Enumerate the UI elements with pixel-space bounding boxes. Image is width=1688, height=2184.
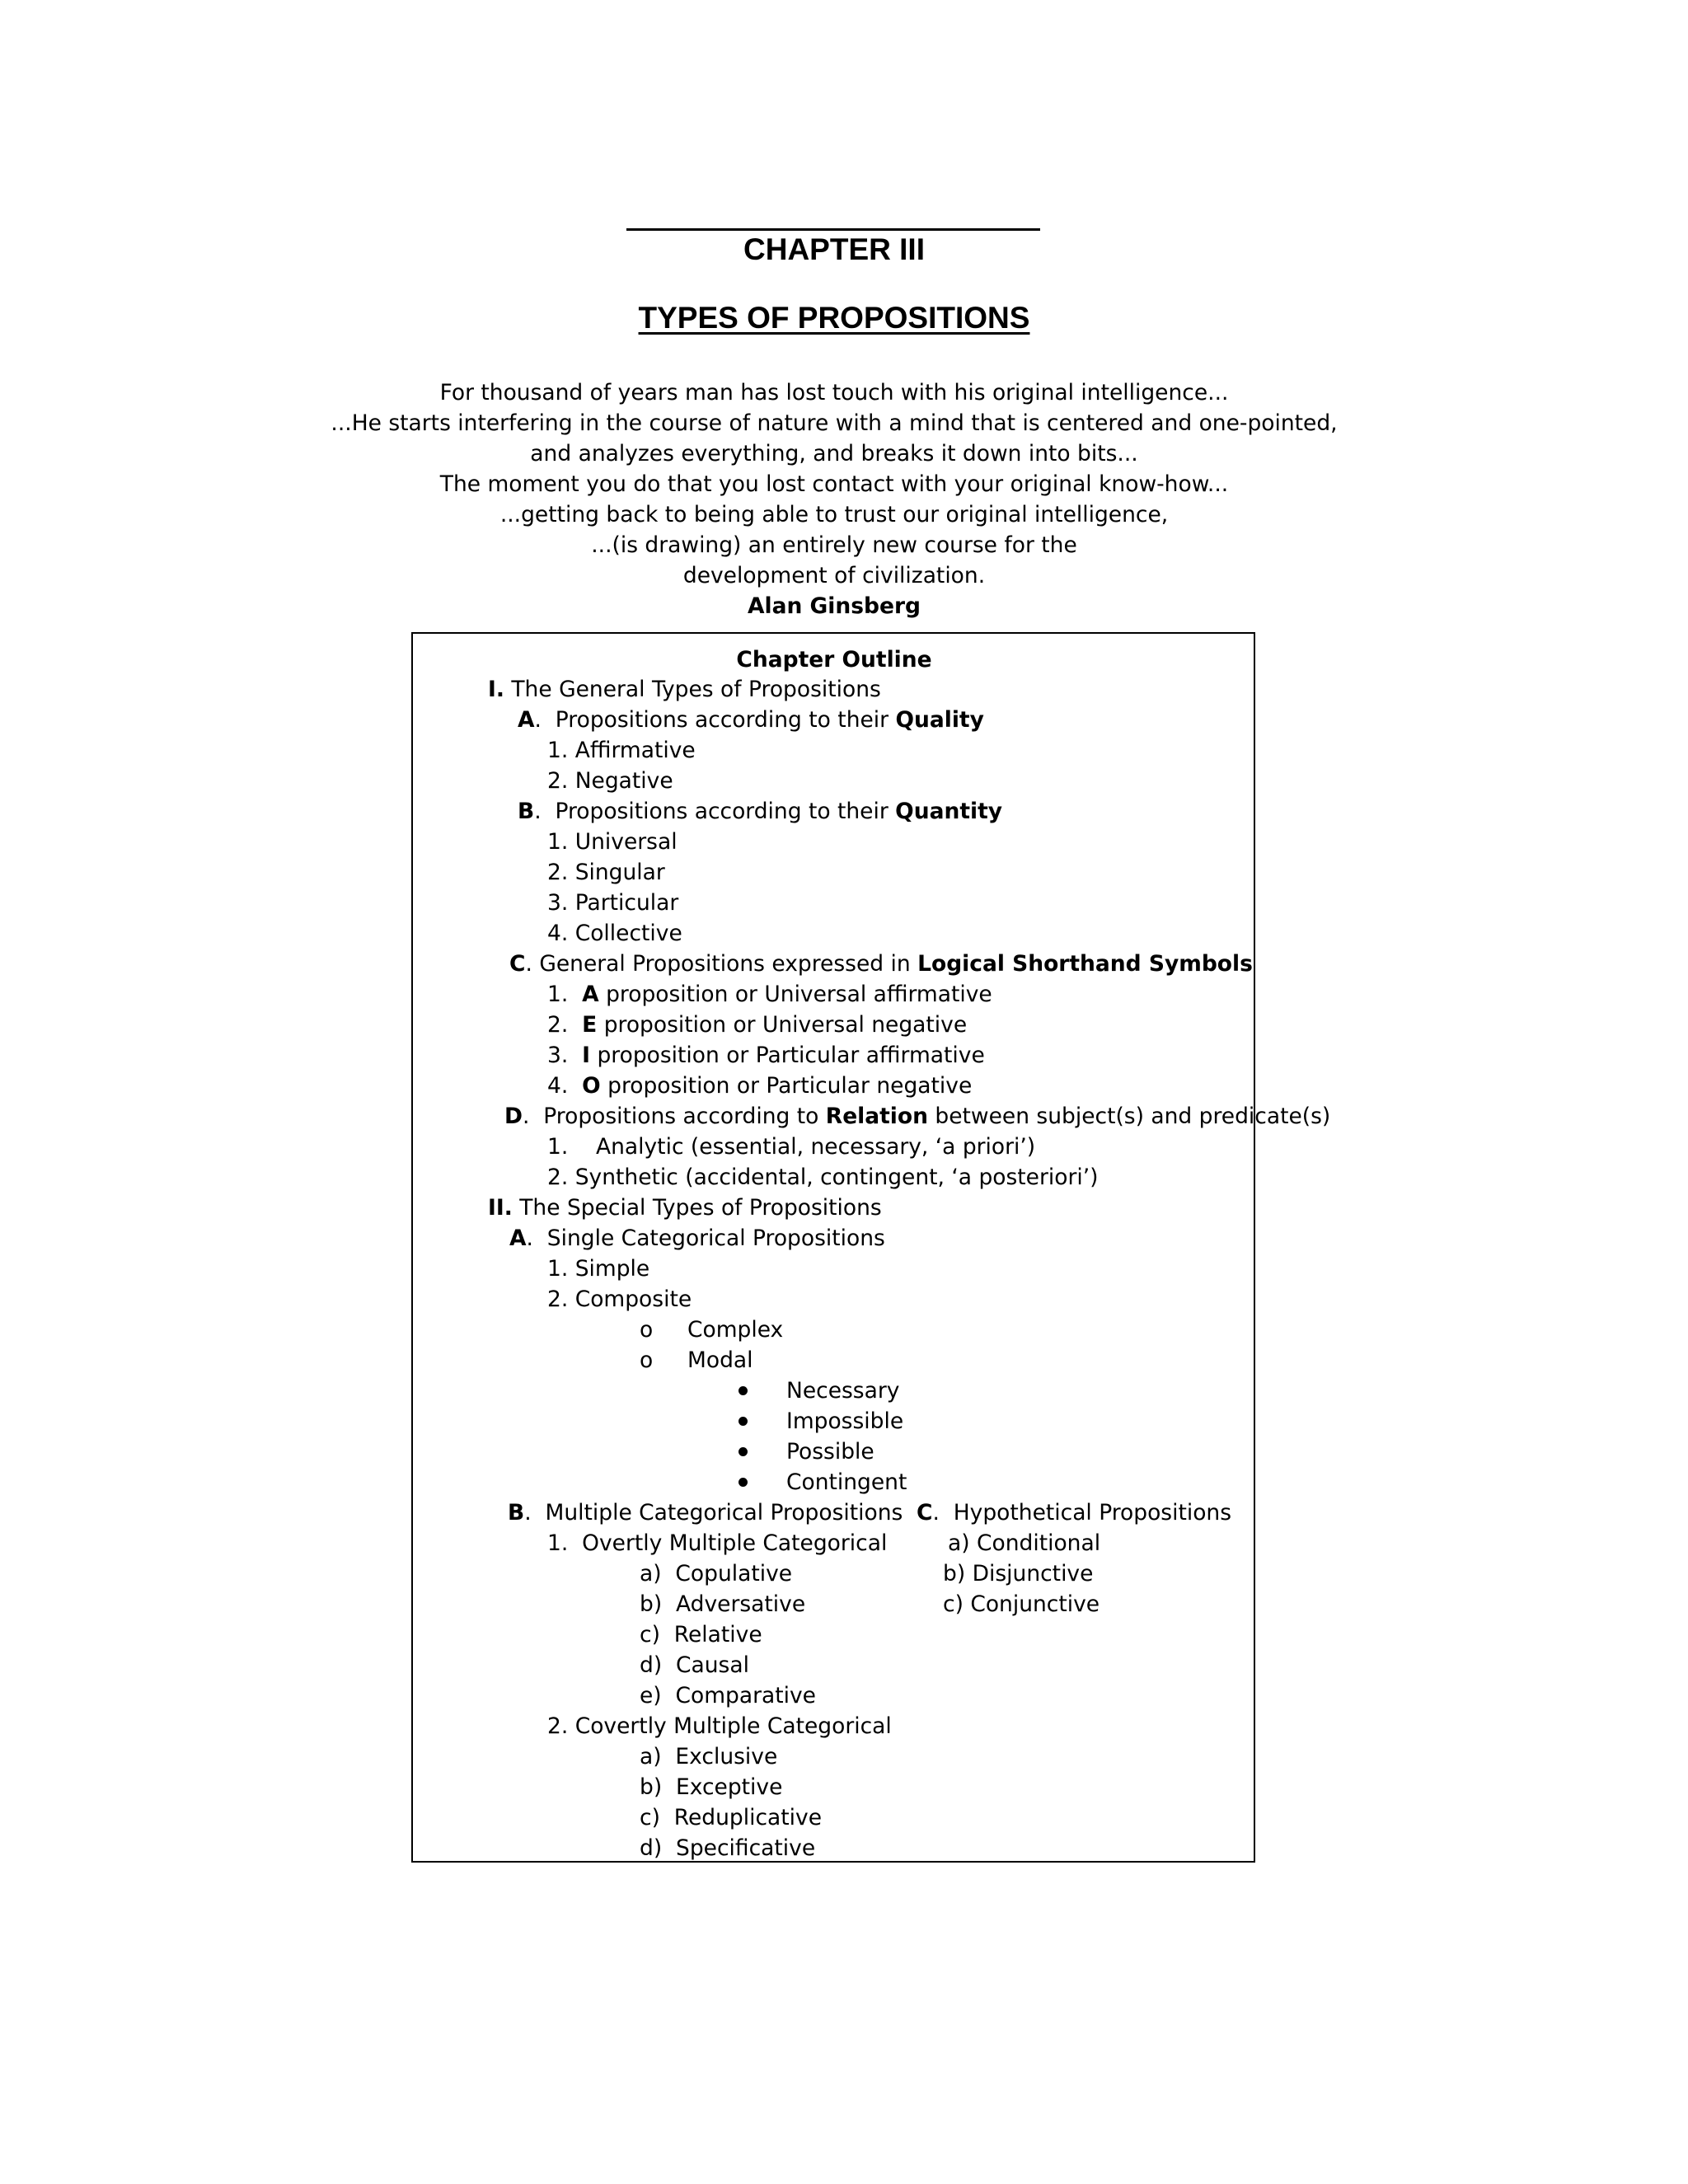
outline-title: Chapter Outline xyxy=(736,647,932,673)
chapter-number: CHAPTER III xyxy=(743,232,925,266)
item-text: proposition or Universal negative xyxy=(603,1012,968,1038)
section-label: Hypothetical Propositions xyxy=(953,1500,1232,1526)
circle-bullet: o xyxy=(640,1347,654,1373)
epigraph-author: Alan Ginsberg xyxy=(747,593,921,619)
list-item xyxy=(547,1071,972,1101)
outline-section-2c: C. Hypothetical Propositions xyxy=(917,1500,1232,1526)
outline-section-2b: B. Multiple Categorical Propositions xyxy=(508,1500,903,1526)
numeral: I. xyxy=(488,677,504,702)
bullet-dot xyxy=(738,1447,748,1456)
list-item: 2. Singular xyxy=(547,860,665,885)
section-label: Propositions according to their xyxy=(555,707,896,733)
section-letter: B xyxy=(508,1500,525,1526)
list-item: c) Conjunctive xyxy=(943,1591,1100,1617)
section-letter: B xyxy=(518,799,535,824)
list-item: 1. Affirmative xyxy=(547,738,696,763)
list-item: 1. Universal xyxy=(547,829,678,855)
list-item: Contingent xyxy=(786,1469,907,1495)
list-item: c) Reduplicative xyxy=(640,1805,822,1830)
list-item: Impossible xyxy=(786,1408,904,1434)
list-item: c) Relative xyxy=(640,1622,762,1647)
list-item: 2. Composite xyxy=(547,1286,692,1312)
list-item: 1. Overtly Multiple Categorical xyxy=(547,1530,888,1556)
epigraph-line: development of civilization. xyxy=(682,563,986,588)
list-item: 3. Particular xyxy=(547,890,679,916)
list-item: 1. Analytic (essential, necessary, ‘a priori’) xyxy=(547,1134,1036,1160)
section-label: Propositions according to xyxy=(543,1104,826,1129)
item-number: 3. xyxy=(547,1043,569,1068)
item-number: 2. xyxy=(547,1012,569,1038)
section-label: General Propositions expressed in xyxy=(539,951,918,977)
list-item xyxy=(547,979,992,1010)
epigraph-line: and analyzes everything, and breaks it down into bits... xyxy=(530,441,1138,466)
numeral: II. xyxy=(488,1195,513,1221)
proposition-symbol: E xyxy=(582,1012,598,1038)
epigraph-line: ...getting back to being able to trust our original intelligence, xyxy=(499,502,1169,527)
list-item: a) Copulative xyxy=(640,1561,793,1586)
epigraph-line: The moment you do that you lost contact with your original know-how... xyxy=(439,471,1229,497)
epigraph xyxy=(0,377,1668,621)
outline-section-1a: A. Propositions according to their Quality xyxy=(518,707,984,733)
bullet-dot xyxy=(738,1386,748,1395)
section-keyword: Logical Shorthand Symbols xyxy=(917,951,1253,977)
section-keyword: Quantity xyxy=(895,799,1003,824)
section-letter: A xyxy=(518,707,535,733)
outline-section-1b: B. Propositions according to their Quantity xyxy=(518,799,1003,824)
list-item xyxy=(547,1010,967,1040)
section-label-tail: between subject(s) and predicate(s) xyxy=(927,1104,1331,1129)
section-label: Multiple Categorical Propositions xyxy=(545,1500,903,1526)
item-text: proposition or Particular negative xyxy=(607,1073,973,1099)
list-item: b) Exceptive xyxy=(640,1774,783,1800)
bullet-dot xyxy=(738,1417,748,1426)
proposition-symbol: A xyxy=(582,982,599,1007)
outline-section-1c: C. General Propositions expressed in Logical Shorthand Symbols xyxy=(509,951,1253,977)
list-item: Modal xyxy=(687,1347,753,1373)
item-number: 4. xyxy=(547,1073,569,1099)
section-letter: C xyxy=(509,951,526,977)
proposition-symbol: O xyxy=(582,1073,601,1099)
part-label: The General Types of Propositions xyxy=(511,677,881,702)
section-letter: A xyxy=(509,1226,527,1251)
list-item: a) Conditional xyxy=(948,1530,1101,1556)
item-number: 1. xyxy=(547,982,569,1007)
list-item: Complex xyxy=(687,1317,784,1343)
list-item: 4. Collective xyxy=(547,921,682,946)
outline-part-1 xyxy=(488,674,881,705)
bullet-dot xyxy=(738,1478,748,1487)
outline-section-1d: D. Propositions according to Relation between subject(s) and predicate(s) xyxy=(504,1104,1331,1129)
title-rule xyxy=(626,228,1040,231)
part-label: The Special Types of Propositions xyxy=(519,1195,882,1221)
epigraph-line: ...(is drawing) an entirely new course for the xyxy=(591,532,1077,558)
list-item: b) Adversative xyxy=(640,1591,806,1617)
section-keyword: Quality xyxy=(895,707,984,733)
list-item: 2. Covertly Multiple Categorical xyxy=(547,1713,892,1739)
list-item: 1. Simple xyxy=(547,1256,650,1282)
list-item: 2. Synthetic (accidental, contingent, ‘a posteriori’) xyxy=(547,1165,1099,1190)
list-item: a) Exclusive xyxy=(640,1744,778,1769)
section-label: Single Categorical Propositions xyxy=(546,1226,885,1251)
section-letter: D xyxy=(504,1104,523,1129)
list-item: b) Disjunctive xyxy=(943,1561,1094,1586)
list-item: Necessary xyxy=(786,1378,900,1404)
chapter-title: TYPES OF PROPOSITIONS xyxy=(638,301,1030,335)
list-item: Possible xyxy=(786,1439,874,1465)
section-keyword: Relation xyxy=(825,1104,928,1129)
section-label: Propositions according to their xyxy=(555,799,896,824)
circle-bullet: o xyxy=(640,1317,654,1343)
outline-section-2a: A. Single Categorical Propositions xyxy=(509,1226,885,1251)
list-item xyxy=(547,1040,985,1071)
outline-part-2 xyxy=(488,1193,882,1223)
proposition-symbol: I xyxy=(582,1043,591,1068)
section-letter: C xyxy=(917,1500,933,1526)
list-item: e) Comparative xyxy=(640,1683,816,1708)
list-item: d) Causal xyxy=(640,1652,749,1678)
epigraph-line: For thousand of years man has lost touch with his original intelligence... xyxy=(439,380,1229,405)
item-text: proposition or Particular affirmative xyxy=(597,1043,985,1068)
item-text: proposition or Universal affirmative xyxy=(606,982,992,1007)
epigraph-line: ...He starts interfering in the course of nature with a mind that is centered and one-pointed, xyxy=(331,410,1338,436)
list-item: 2. Negative xyxy=(547,768,673,794)
list-item: d) Specificative xyxy=(640,1835,816,1861)
